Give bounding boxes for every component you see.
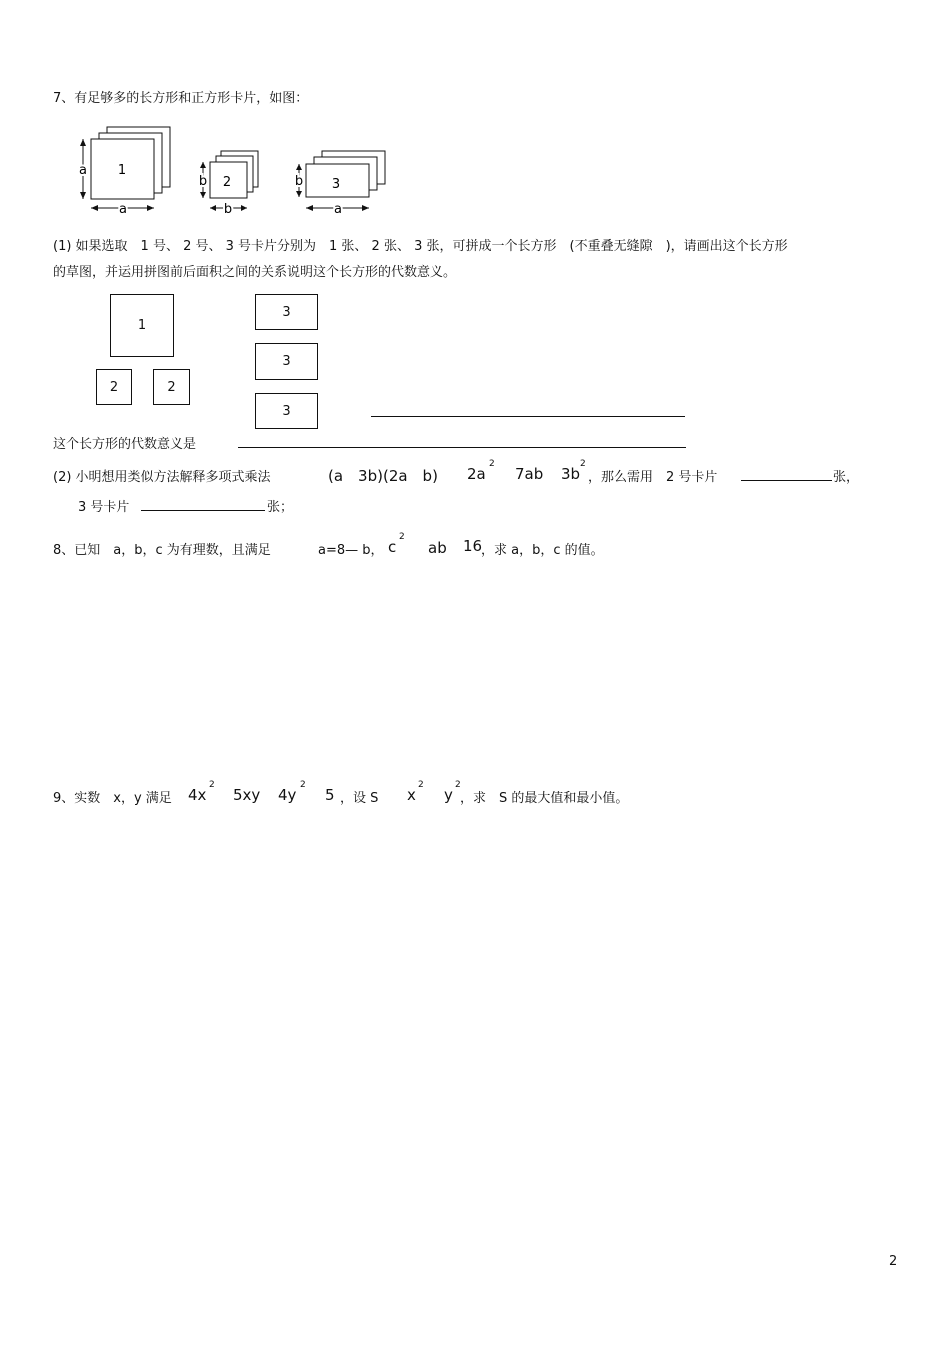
q8-suffix: ，求 a，b，c 的值。: [481, 543, 604, 558]
sketch-card-3c: 3: [255, 393, 318, 429]
q9-t3-exp: 2: [300, 780, 306, 790]
answer-line-1[interactable]: [371, 416, 685, 417]
sketch-card-2a: 2: [96, 369, 132, 405]
q9-prefix: 9、实数 x，y 满足: [53, 791, 172, 806]
q7-part2-term-2a-exp: 2: [489, 459, 495, 469]
sketch-card-2b: 2: [153, 369, 190, 405]
card3-count-blank[interactable]: [141, 510, 265, 511]
card1-side-label: a: [79, 163, 87, 178]
q8-ab: ab: [428, 539, 447, 557]
meaning-answer-line[interactable]: [238, 447, 686, 448]
q9-t4: 5: [325, 786, 335, 804]
q7-intro: 7、有足够多的长方形和正方形卡片，如图：: [53, 91, 309, 106]
q7-part2-term-7ab: 7ab: [515, 465, 544, 483]
q9-y-exp: 2: [455, 780, 461, 790]
card1-number: 1: [117, 163, 127, 178]
q8-cond1: a=8— b，: [318, 543, 384, 558]
sketch-card-3a: 3: [255, 294, 318, 330]
sketch-card-3b: 3: [255, 343, 318, 380]
card3-bottom-label: a: [334, 202, 342, 217]
q7-part2-term-3b: 3b: [561, 465, 581, 483]
sketch-card-1: 1: [110, 294, 174, 357]
card2-bottom-label: b: [223, 202, 233, 217]
q7-part1-line2: 的草图，并运用拼图前后面积之间的关系说明这个长方形的代数意义。: [53, 265, 457, 280]
q9-mid: ，设 S: [340, 791, 379, 806]
q8-sixteen: 16: [463, 537, 483, 555]
q9-t2: 5xy: [233, 786, 261, 804]
card2-side-label: b: [198, 174, 208, 189]
q7-meaning-label: 这个长方形的代数意义是: [53, 437, 197, 452]
q8-prefix: 8、已知 a，b，c 为有理数，且满足: [53, 543, 271, 558]
page-number: 2: [889, 1254, 898, 1269]
q9-x-exp: 2: [418, 780, 424, 790]
q7-part2-line2-unit: 张；: [267, 500, 294, 515]
q7-part2-mid: ，那么需用 2 号卡片: [588, 470, 718, 485]
card2-number: 2: [222, 175, 232, 190]
q7-part2-term-3b-exp: 2: [580, 459, 586, 469]
q8-c: c: [388, 538, 397, 556]
q7-part2-expr-left: (a 3b)(2a b): [328, 467, 438, 485]
q7-part2-term-2a: 2a: [467, 465, 486, 483]
card1-bottom-label: a: [119, 202, 127, 217]
q9-y: y: [444, 786, 453, 804]
q7-part2-line2-prefix: 3 号卡片: [78, 500, 130, 515]
q9-t1-exp: 2: [209, 780, 215, 790]
card2-count-blank[interactable]: [741, 480, 832, 481]
q9-t3: 4y: [278, 786, 297, 804]
q8-c-exp: 2: [399, 532, 405, 542]
card3-side-label: b: [294, 174, 304, 189]
q9-suffix: ，求 S 的最大值和最小值。: [460, 791, 629, 806]
q9-t1: 4x: [188, 786, 207, 804]
card-illustrations: [70, 120, 490, 220]
q9-x: x: [407, 786, 416, 804]
q7-part1-line1: (1) 如果选取 1 号、 2 号、 3 号卡片分别为 1 张、 2 张、 3 张，可拼成一个长方形 (不重叠无缝隙 )，请画出这个长方形: [53, 239, 788, 254]
q7-part2-unit: 张，: [833, 470, 860, 485]
q7-part2-prefix: (2) 小明想用类似方法解释多项式乘法: [53, 470, 271, 485]
card3-number: 3: [331, 177, 341, 192]
